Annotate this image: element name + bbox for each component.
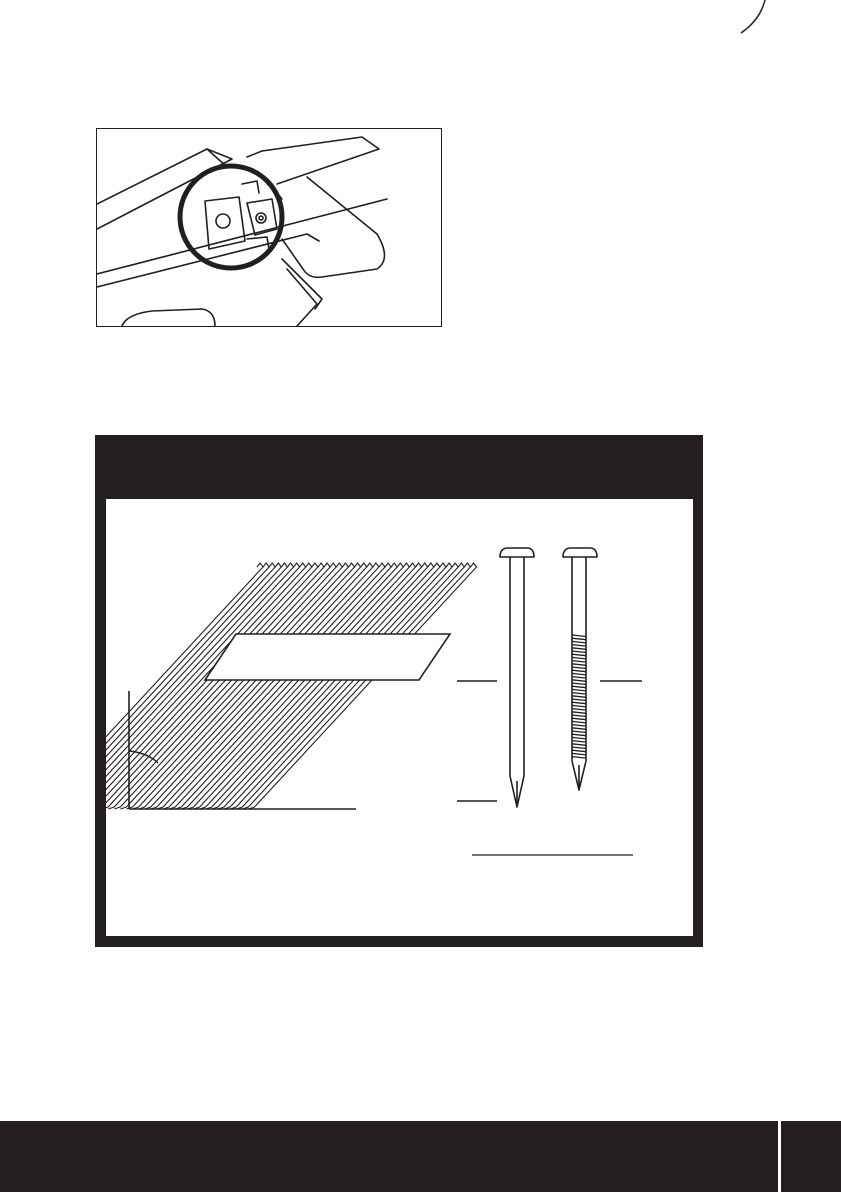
ring-ridge: [572, 753, 586, 755]
strip-nail: [169, 563, 397, 809]
strip-nail: [230, 563, 458, 809]
strip-nail: [151, 563, 379, 809]
strip-nail: [106, 563, 324, 809]
ring-ridge: [572, 721, 586, 723]
ring-ridge: [572, 664, 586, 666]
callout-lines: [457, 681, 642, 855]
ring-ridge: [572, 757, 586, 759]
strip-nail: [106, 563, 300, 809]
ring-ridge: [572, 638, 586, 640]
ring-ridge: [572, 654, 586, 656]
strip-nail: [242, 563, 470, 809]
ring-shank-nail-icon: [563, 548, 597, 790]
strip-nail: [163, 563, 391, 809]
ring-ridge: [572, 689, 586, 691]
ring-ridge: [572, 667, 586, 669]
ring-ridge: [572, 747, 586, 749]
ring-ridge: [572, 728, 586, 730]
ring-ridge: [572, 661, 586, 663]
corner-arc: [0, 0, 841, 60]
ring-ridge: [572, 696, 586, 698]
strip-nail: [224, 563, 452, 809]
panel-inner: [106, 499, 693, 936]
ring-ridge: [572, 734, 586, 736]
magazine-latch-figure: [96, 128, 442, 327]
ring-ridge: [572, 693, 586, 695]
ring-ridge: [572, 680, 586, 682]
panel-header: [95, 435, 703, 499]
strip-nail: [194, 563, 422, 809]
strip-nail: [188, 563, 416, 809]
ring-ridge: [572, 648, 586, 650]
footer-bar: [0, 1121, 841, 1192]
ring-ridge: [572, 651, 586, 653]
strip-nail: [218, 563, 446, 809]
strip-nail: [106, 563, 287, 809]
page-number: [781, 1121, 841, 1192]
strip-nail: [157, 563, 385, 809]
ring-ridge: [572, 673, 586, 675]
strip-nail: [206, 563, 434, 809]
ring-ridge: [572, 715, 586, 717]
ring-ridge: [572, 641, 586, 643]
ring-ridge: [572, 741, 586, 743]
ring-ridge: [572, 683, 586, 685]
ring-ridge: [572, 686, 586, 688]
strip-nail: [249, 563, 477, 809]
strip-nail: [236, 563, 464, 809]
strip-nail: [127, 563, 355, 809]
ring-ridge: [572, 645, 586, 647]
ring-ridge: [572, 705, 586, 707]
ring-ridge: [572, 744, 586, 746]
strip-nail: [181, 563, 409, 809]
strip-nail: [108, 563, 336, 809]
ring-ridge: [572, 699, 586, 701]
nail-strip-icon: [106, 563, 477, 809]
ring-ridge: [572, 670, 586, 672]
nailer-magazine-latch-icon: [97, 129, 441, 326]
nails-panel: [95, 435, 703, 947]
strip-nail: [212, 563, 440, 809]
strip-nail: [106, 563, 306, 809]
ring-ridge: [572, 712, 586, 714]
strip-nail: [106, 563, 281, 809]
ring-ridge: [572, 709, 586, 711]
strip-nail: [200, 563, 428, 809]
ring-ridge: [572, 657, 586, 659]
strip-nail: [175, 563, 403, 809]
ring-ridge: [572, 750, 586, 752]
smooth-shank-nail-icon: [500, 548, 534, 807]
ring-ridge: [572, 677, 586, 679]
strip-nail: [133, 563, 361, 809]
strip-nail: [120, 563, 348, 809]
ring-ridge: [572, 731, 586, 733]
strip-nail: [106, 563, 330, 809]
nails-diagram: [106, 499, 693, 936]
ring-ridge: [572, 737, 586, 739]
ring-ridge: [572, 725, 586, 727]
strip-nail: [114, 563, 342, 809]
ring-ridge: [572, 702, 586, 704]
strip-nail: [139, 563, 367, 809]
ring-ridge: [572, 718, 586, 720]
ring-ridge: [572, 635, 586, 637]
strip-nail: [145, 563, 373, 809]
